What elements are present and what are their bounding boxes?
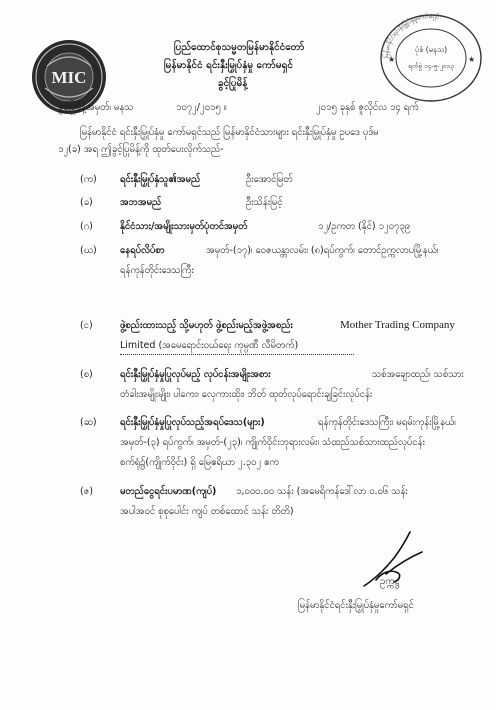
signatory-title: မြန်မာနိုင်ငံရင်းနှီးမြှုပ်နှံမှုကော်မရှင် <box>298 600 414 611</box>
item-gha-label: နေရပ်လိပ်စာ <box>120 245 165 256</box>
item-sa-marker: (စ) <box>80 369 93 380</box>
item-nga-value-line1: Mother Trading Company <box>340 319 455 331</box>
item-za-marker: (ဇ) <box>80 486 94 497</box>
item-hsa-value-line2: အမှတ်-(၃) ရပ်ကွက်၊ အမှတ်-(၂၃)၊ ကျိုက်ဝိုင်းဘုရားလမ်း၊ သံထည်သစ်သားထည်လုပ်ငန်း <box>120 437 425 448</box>
permit-date: ၂၀၁၅ ခုနှစ် ဇူလိုင်လ ၁၄ ရက် <box>316 102 419 113</box>
item-nga-value-line2: Limited (အမေရောင်းဝယ်ရေး ကုမ္ပဏီ လီမိတက်) <box>120 340 299 351</box>
item-ga-marker: (ဂ) <box>80 221 93 232</box>
item-kha-label: အဘအမည် <box>120 197 162 208</box>
official-stamp-icon <box>376 12 486 104</box>
item-kha-value: ဦးသိန်းမြင့် <box>246 197 283 208</box>
item-nga-label: ဖွဲ့စည်းထားသည့် သို့မဟုတ် ဖွဲ့စည်းမည့်အဖွဲ့အစည်း <box>120 320 293 331</box>
item-hsa-label: ရင်းနှီးမြှုပ်နှံမှုပြုလုပ်သည့်အရပ်ဒေသ(များ) <box>120 417 265 428</box>
svg-text:★: ★ <box>468 55 476 64</box>
item-nga-marker: (င) <box>80 320 93 331</box>
item-ka-label: ရင်းနှီးမြှုပ်နှံသူ၏အမည် <box>120 174 201 185</box>
item-hsa-marker: (ဆ) <box>80 417 97 428</box>
item-kha-marker: (ခ) <box>80 197 93 208</box>
item-hsa-value-line1: ရန်ကုန်တိုင်းဒေသကြီး၊ မရမ်းကုန်းမြို့နယ်၊ <box>318 417 456 428</box>
svg-text:★: ★ <box>388 55 396 64</box>
item-sa-value-line2: တံခါးအမျိုးမျိုး၊ ပါကေး၊ လှေကားထိုး၊ ဘိတ် ထုတ်လုပ်ရောင်းချခြင်းလုပ်ငန်း <box>120 389 373 400</box>
item-sa-value-line1: သစ်အချောထည်၊ သစ်သား <box>372 369 464 380</box>
header-commission-name: မြန်မာနိုင်ငံ ရင်းနှီးမြှုပ်နှံမှု ကော်မရှင် <box>164 60 293 71</box>
item-za-value-line2: အပါအဝင် စုစုပေါင်း ကျပ် တစ်ထောင် သန်း တိတိ) <box>120 506 294 517</box>
item-ka-value: ဦးအောင်မြတ် <box>246 174 293 185</box>
item-za-value-line1: ၁,၀၀၀.၀၀ သန်း (အမေရိကန်ဒေါ်လာ ၀.၀၆ သန်း <box>236 486 408 497</box>
signatory-name: ဥက္ကဋ္ဌ <box>380 576 400 587</box>
item-hsa-value-line3: စက်ရုံ၌(ကျိုက်ဝိုင်း) ရှိ မြေဧရိယာ ၂.၃၀၂ ဧက <box>120 457 279 468</box>
permit-number-value: ၁၀၇၂/၂၀၁၅ ။ <box>176 102 227 113</box>
item-ga-value: ၁၂/ဥကတ (နိုင်) ၁၂၀၇၃၉ <box>318 221 411 232</box>
logo-text: MIC <box>51 68 87 87</box>
permit-number-label: ခွင့်ပြုမိန့်အမှတ်၊ မနသ <box>58 102 134 113</box>
intro-line-1: မြန်မာနိုင်ငံ ရင်းနှီးမြှုပ်နှံမှု ကော်မရှင်သည် မြန်မာနိုင်ငံသားများ ရင်းနှီးမြှုပ်နှံမှု ဥပဒေ ပုဒ်မ <box>80 127 379 138</box>
stamp-ring-text: မြန်မာနိုင်ငံရင်းနှီးမြှုပ်နှံမှုကော်မရှင် <box>382 12 440 59</box>
item-sa-label: ရင်းနှီးမြှုပ်နှံမှုပြုလုပ်မည့် လုပ်ငန်းအမျိုးအစား <box>120 369 271 380</box>
stamp-center-line1: ပုံစံ (မနသ) <box>414 45 448 54</box>
stamp-center-line2: ရက်စွဲ ၁၄-၅-၂၀၁၃ <box>408 62 454 70</box>
item-gha-value-line1: အမှတ်-(၁၇)၊ ဝေဇယန္တာလမ်း၊ (၈)ရပ်ကွက်၊ တောင်ဥက္ကလာပမြို့နယ်၊ <box>206 245 439 256</box>
header-state-name: ပြည်ထောင်စုသမ္မတမြန်မာနိုင်ငံတော် <box>174 42 305 53</box>
item-gha-marker: (ဃ) <box>80 245 97 256</box>
item-ka-marker: (က) <box>80 174 97 185</box>
item-gha-value-line2: ရန်ကုန်တိုင်းဒေသကြီး <box>120 265 194 276</box>
header-permit-title: ခွင့်ပြုမိန့် <box>218 78 248 89</box>
intro-line-2: ၁၂(ခ) အရ ဤခွင့်ပြုမိန့်ကို ထုတ်ပေးလိုက်သည်- <box>58 144 224 155</box>
item-ga-label: နိုင်ငံသား/အမျိုးသားမှတ်ပုံတင်အမှတ် <box>120 221 248 232</box>
item-za-label: မတည်ငွေရင်းပမာဏ(ကျပ်) <box>120 486 217 497</box>
